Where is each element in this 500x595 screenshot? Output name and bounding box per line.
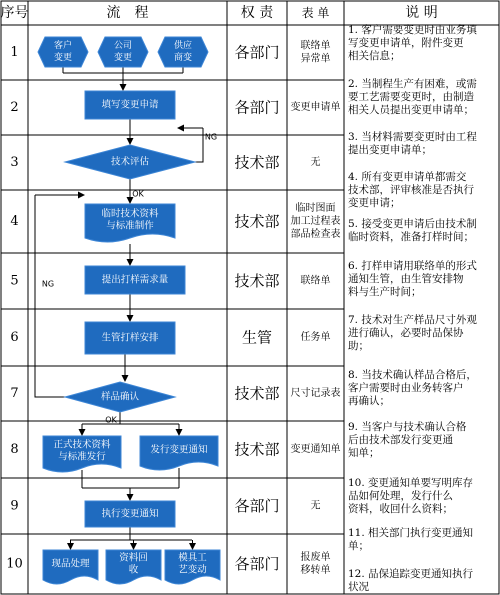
row-number-6: 6 bbox=[10, 330, 19, 345]
decision-sample-confirmation-label: 样品确认 bbox=[100, 391, 140, 403]
note-8-line-1: 8. 当技术确认样品合格后， bbox=[348, 369, 477, 381]
row-number-3: 3 bbox=[10, 155, 19, 170]
step-fill-change-request-label-line-1: 填写变更申请 bbox=[101, 99, 159, 111]
end-stock-handling-label-line-1: 现品处理 bbox=[51, 558, 90, 570]
step-sample-request-label-line-1: 提出打样需求量 bbox=[101, 274, 169, 286]
note-1-line-3: 相关信息； bbox=[348, 50, 401, 62]
row-number-1: 1 bbox=[10, 45, 19, 60]
decision-tech-evaluation-label: 技术评估 bbox=[110, 156, 150, 168]
row-number-4: 4 bbox=[10, 214, 19, 229]
row-dept-6: 生管 bbox=[241, 328, 273, 347]
start-company-change-label-line-1: 公司 bbox=[113, 41, 133, 51]
end-mold-process-change bbox=[165, 550, 220, 584]
row-dept-3: 技术部 bbox=[234, 153, 280, 172]
row-dept-2: 各部门 bbox=[234, 98, 280, 117]
end-mold-process-change-label-line-2: 艺变动 bbox=[178, 564, 207, 576]
row-form-1-line-2: 异常单 bbox=[300, 53, 331, 65]
row-form-6-line-1: 任务单 bbox=[300, 332, 331, 343]
header-seq: 序号 bbox=[0, 5, 29, 21]
row-dept-10: 各部门 bbox=[234, 555, 280, 573]
row-number-5: 5 bbox=[10, 273, 19, 289]
note-2-line-2: 要工艺需要变更时，由制造 bbox=[348, 91, 474, 103]
row-form-10-line-2: 移转单 bbox=[300, 565, 331, 576]
note-5-line-2: 临时资料，准备打样时间； bbox=[348, 231, 474, 243]
row-form-2-line-1: 变更申请单 bbox=[290, 102, 341, 113]
start-customer-change-label-line-1: 客户 bbox=[53, 41, 73, 51]
step-formal-tech-docs bbox=[43, 436, 121, 472]
flow-shapes bbox=[38, 37, 220, 584]
step-issue-change-notice bbox=[140, 436, 218, 470]
row-dept-4: 技术部 bbox=[234, 212, 280, 231]
end-docs-recall-label-line-1: 资料回 bbox=[119, 552, 148, 564]
note-9-line-3: 知单； bbox=[348, 447, 380, 459]
row-form-4-line-1: 临时图面 bbox=[295, 203, 336, 214]
label-ok-confirm: OK bbox=[105, 415, 117, 425]
note-10-line-2: 品如何处理，发行什么 bbox=[348, 490, 453, 502]
step-execute-change-notice-label-line-1: 执行变更通知 bbox=[101, 508, 159, 520]
start-supplier-change bbox=[158, 37, 208, 67]
note-1-line-2: 写变更申请单，附件变更 bbox=[348, 37, 464, 49]
row-form-4-line-2: 加工过程表 bbox=[290, 216, 341, 227]
note-2-line-3: 相关人员提出变更申请单； bbox=[348, 104, 474, 116]
row-form-9-line-1: 无 bbox=[310, 500, 321, 512]
start-supplier-change-label-line-2: 商变 bbox=[173, 53, 193, 63]
connector-ng-eval bbox=[195, 128, 203, 162]
row-form-8-line-1: 变更通知单 bbox=[290, 444, 341, 455]
note-10-line-3: 资料，收回什么资料； bbox=[348, 503, 453, 515]
note-2-line-1: 2. 当制程生产有困难，或需 bbox=[348, 78, 477, 90]
row-form-5-line-1: 联络单 bbox=[300, 275, 331, 287]
header-form: 表 单 bbox=[301, 6, 330, 20]
note-4-line-2: 技术部，评审核准是否执行 bbox=[348, 184, 474, 196]
row-form-10-line-1: 报废单 bbox=[300, 552, 331, 563]
note-12-line-2: 状况 bbox=[348, 581, 369, 593]
decision-sample-confirmation bbox=[65, 382, 175, 412]
row-number-9: 9 bbox=[10, 498, 19, 514]
notes-column bbox=[348, 23, 478, 593]
note-6-line-2: 通知生管，由生管安排物 bbox=[348, 273, 464, 285]
note-7-line-3: 助； bbox=[348, 340, 369, 352]
start-supplier-change-label-line-1: 供应 bbox=[173, 41, 193, 51]
step-pmc-sample-arrangement bbox=[85, 322, 175, 354]
row-dept-9: 各部门 bbox=[234, 497, 280, 515]
note-9-line-1: 9. 当客户与技术确认合格 bbox=[348, 421, 467, 433]
note-11-line-1: 11. 相关部门执行变更通知 bbox=[348, 527, 474, 539]
label-ng-eval: NG bbox=[204, 132, 218, 142]
end-stock-handling bbox=[43, 550, 98, 584]
start-company-change bbox=[98, 37, 148, 67]
row-form-4-line-3: 部品检查表 bbox=[290, 229, 341, 240]
start-customer-change-label-line-2: 变更 bbox=[53, 53, 73, 63]
flow-connectors bbox=[35, 67, 217, 549]
row-form-3-line-1: 无 bbox=[310, 157, 321, 168]
note-10-line-1: 10. 变更通知单要写明库存 bbox=[348, 477, 474, 489]
row-dept-8: 技术部 bbox=[234, 440, 280, 459]
note-1-line-1: 1. 客户需要变更时由业务填 bbox=[348, 24, 477, 36]
row-form-1-line-1: 联络单 bbox=[300, 40, 331, 52]
note-7-line-2: 进行确认，必要时品保协 bbox=[348, 327, 464, 339]
decision-tech-evaluation bbox=[65, 145, 195, 179]
end-mold-process-change-label-line-1: 模具工 bbox=[178, 552, 207, 564]
start-company-change-label-line-2: 变更 bbox=[113, 53, 133, 63]
end-docs-recall bbox=[106, 550, 161, 584]
row-number-10: 10 bbox=[6, 556, 23, 572]
note-11-line-2: 单； bbox=[348, 540, 369, 552]
step-issue-change-notice-label-line-1: 发行变更通知 bbox=[150, 444, 208, 456]
note-6-line-1: 6. 打样申请用联络单的形式 bbox=[348, 260, 477, 272]
step-temp-tech-docs-label-line-2: 与标准制作 bbox=[106, 220, 154, 232]
label-ok-eval: OK bbox=[132, 189, 144, 199]
note-8-line-3: 再确认； bbox=[348, 395, 390, 407]
row-dept-7: 技术部 bbox=[234, 384, 280, 403]
note-5-line-1: 5. 接受变更申请后由技术制 bbox=[348, 218, 477, 230]
row-number-2: 2 bbox=[10, 100, 19, 115]
step-pmc-sample-arrangement-label-line-1: 生管打样安排 bbox=[101, 332, 159, 344]
note-12-line-1: 12. 品保追踪变更通知执行 bbox=[348, 568, 474, 580]
end-docs-recall-label-line-2: 收 bbox=[128, 564, 139, 576]
row-dept-1: 各部门 bbox=[234, 43, 280, 62]
connector-ng-confirm bbox=[35, 195, 65, 397]
row-form-7-line-1: 尺寸记录表 bbox=[290, 388, 341, 399]
note-3-line-2: 提出变更申请单； bbox=[348, 144, 432, 156]
note-3-line-1: 3. 当材料需要变更时由工程 bbox=[348, 131, 477, 143]
start-customer-change bbox=[38, 37, 88, 67]
note-8-line-2: 客户需要时由业务转客户 bbox=[348, 382, 464, 394]
header-description: 说 明 bbox=[405, 5, 438, 21]
row-dept-5: 技术部 bbox=[234, 272, 280, 290]
note-6-line-3: 料与生产时间； bbox=[348, 286, 422, 298]
label-ng-confirm: NG bbox=[41, 279, 55, 289]
header-responsibility: 权 责 bbox=[240, 5, 274, 21]
note-4-line-1: 4. 所有变更申请单都需交 bbox=[348, 171, 467, 183]
step-temp-tech-docs-label-line-1: 临时技术资料 bbox=[101, 208, 159, 220]
row-number-7: 7 bbox=[10, 386, 19, 401]
note-7-line-1: 7. 技术对生产样品尺寸外观 bbox=[348, 314, 477, 326]
note-9-line-2: 后由技术部发行变更通 bbox=[348, 434, 453, 446]
step-fill-change-request bbox=[85, 91, 175, 119]
step-sample-request bbox=[85, 266, 185, 294]
note-4-line-3: 变更申请； bbox=[348, 197, 401, 209]
row-number-8: 8 bbox=[10, 442, 19, 457]
step-execute-change-notice bbox=[85, 501, 175, 527]
step-formal-tech-docs-label-line-1: 正式技术资料 bbox=[53, 439, 111, 451]
step-formal-tech-docs-label-line-2: 与标准发行 bbox=[58, 451, 106, 463]
header-flow: 流 程 bbox=[106, 5, 149, 21]
step-temp-tech-docs bbox=[85, 204, 175, 242]
